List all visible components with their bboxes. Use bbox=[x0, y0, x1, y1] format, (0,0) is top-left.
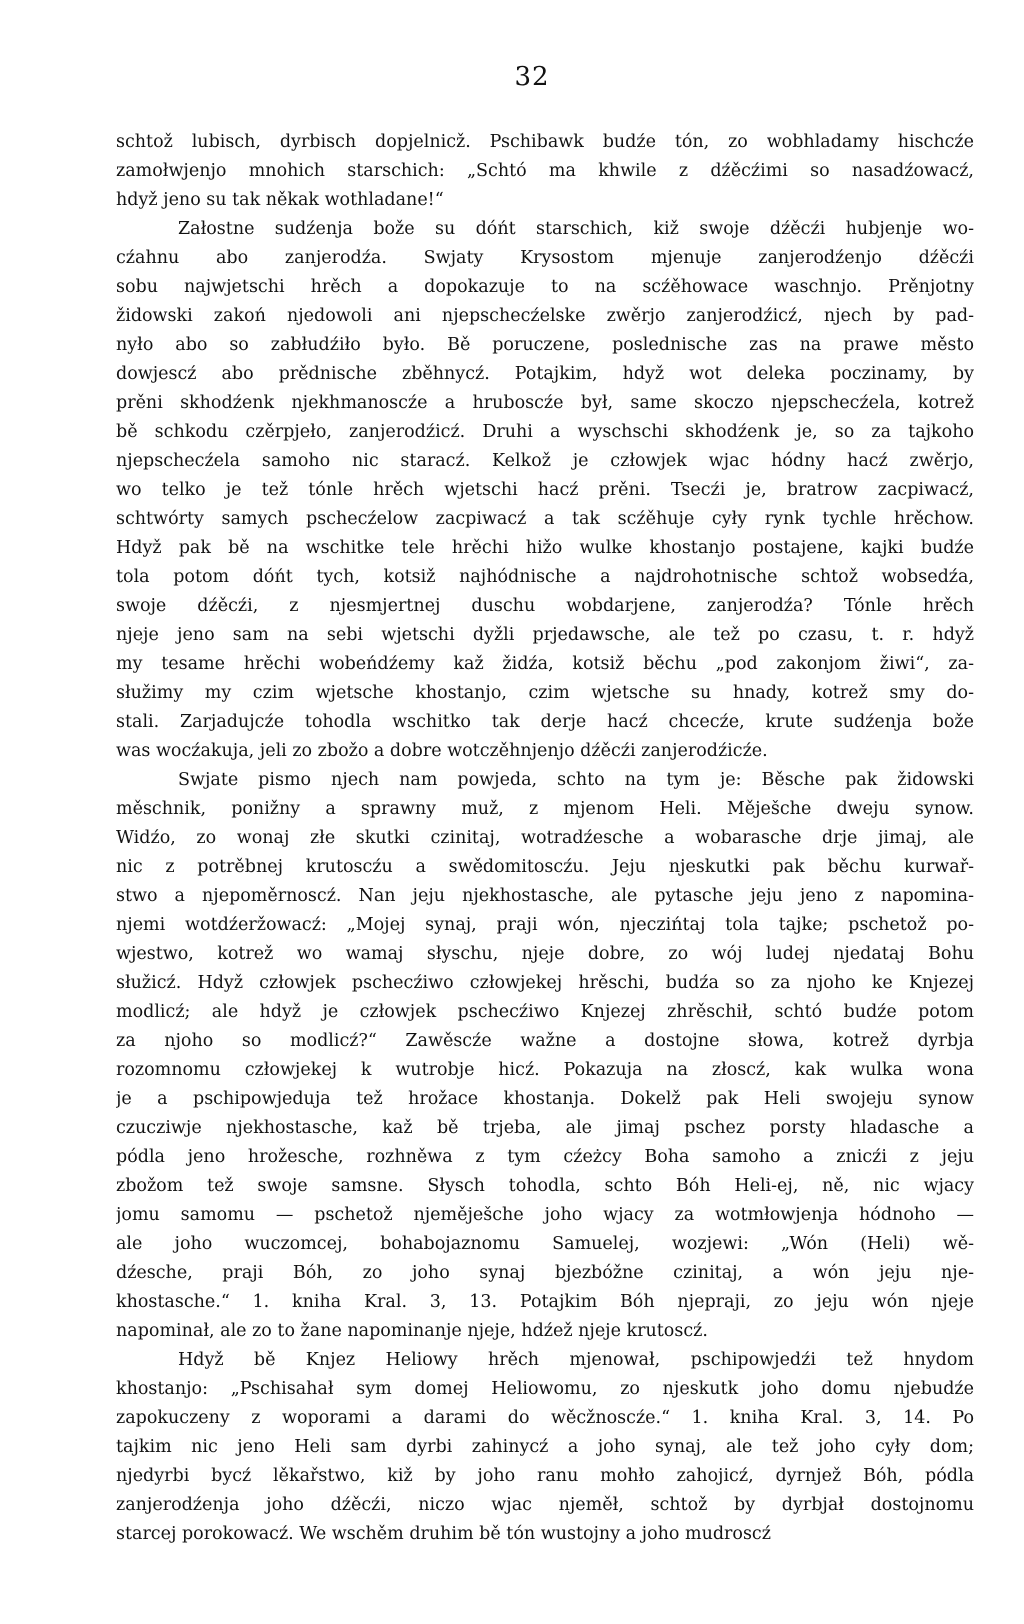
page-number: 32 bbox=[514, 62, 550, 92]
text-line: je a pschipowjeduja tež hrožace khostanja. Dokelž pak Heli swojeju synow bbox=[116, 1089, 974, 1109]
text-line: nic z potrěbnej krutoscźu a swědomitoscźu. Jeju njeskutki pak běchu kurwař- bbox=[116, 857, 974, 877]
text-line: cźahnu abo zanjerodźa. Swjaty Krysostom mjenuje zanjerodźenjo dźěcźi bbox=[116, 248, 974, 268]
text-line: za njoho so modlicź?“ Zawěscźe wažne a dostojne słowa, kotrež dyrbja bbox=[116, 1031, 974, 1051]
text-line: nyło abo so zabłudźiło było. Bě poruczene, poslednische zas na prawe město bbox=[116, 335, 974, 355]
text-line: sobu najwjetschi hrěch a dopokazuje to na scźěhowace waschnjo. Prěnjotny bbox=[116, 277, 974, 297]
body-text bbox=[116, 128, 974, 1549]
text-line: dźesche, praji Bóh, zo joho synaj bjezbóžne czinitaj, a wón jeju nje- bbox=[116, 1263, 974, 1283]
text-line: pódla jeno hrožesche, rozhněwa z tym cźeżcy Boha samoho a znicźi z jeju bbox=[116, 1147, 974, 1167]
text-line: zamołwjenjo mnohich starschich: „Schtó ma khwile z dźěcźimi so nasadźowacź, bbox=[116, 161, 974, 181]
text-line: ale joho wuczomcej, bohabojaznomu Samuelej, wozjewi: „Wón (Heli) wě- bbox=[116, 1234, 974, 1254]
text-line: zanjerodźenja joho dźěcźi, niczo wjac njeměł, schtož by dyrbjał dostojnomu bbox=[116, 1495, 974, 1515]
text-line: Załostne sudźenja bože su dóńt starschich, kiž swoje dźěcźi hubjenje wo- bbox=[178, 219, 974, 239]
text-line: khostasche.“ 1. kniha Kral. 3, 13. Potajkim Bóh njepraji, zo jeju wón njeje bbox=[116, 1292, 974, 1312]
text-line: tola potom dóńt tych, kotsiž najhódnische a najdrohotnische schtož wobsedźa, bbox=[116, 567, 974, 587]
paragraph bbox=[116, 128, 974, 215]
text-line: wjestwo, kotrež wo wamaj słyschu, njeje dobre, zo wój ludej njedataj Bohu bbox=[116, 944, 974, 964]
text-line: židowski zakoń njedowoli ani njepschecźelske zwěrjo zanjerodźicź, njech by pad- bbox=[116, 306, 974, 326]
text-line: Widźo, zo wonaj złe skutki czinitaj, wotradźesche a wobarasche drje jimaj, ale bbox=[116, 828, 974, 848]
text-line: stali. Zarjadujcźe tohodla wschitko tak derje hacź chcecźe, krute sudźenja bože bbox=[116, 712, 974, 732]
text-line: bě schkodu czěrpjeło, zanjerodźicź. Druhi a wyschschi skhodźenk je, so za tajkoho bbox=[116, 422, 974, 442]
text-line: stwo a njepoměrnoscź. Nan jeju njekhostasche, ale pytasche jeju jeno z napomina- bbox=[116, 886, 974, 906]
text-line: prěni skhodźenk njekhmanoscźe a hruboscźe był, same skoczo njepschecźela, kotrež bbox=[116, 393, 974, 413]
text-line: modlicź; ale hdyž je człowjek pschecźiwo Knjezej zhrěschił, schtó budźe potom bbox=[116, 1002, 974, 1022]
text-line: słužicź. Hdyž człowjek pschecźiwo człowjekej hrěschi, budźa so za njoho ke Knjezej bbox=[116, 973, 974, 993]
text-line: měschnik, ponižny a sprawny muž, z mjenom Heli. Měješche dweju synow. bbox=[116, 799, 974, 819]
text-line: njedyrbi bycź lěkařstwo, kiž by joho ranu mohło zahojicź, dyrnjež Bóh, pódla bbox=[116, 1466, 974, 1486]
paragraph bbox=[116, 1346, 974, 1549]
text-line: my tesame hrěchi wobeńdźemy kaž židźa, kotsiž běchu „pod zakonjom žiwi“, za- bbox=[116, 654, 974, 674]
text-line: Hdyž pak bě na wschitke tele hrěchi hižo wulke khostanjo postajene, kajki budźe bbox=[116, 538, 974, 558]
text-line: słužimy my czim wjetsche khostanjo, czim wjetsche su hnady, kotrež smy do- bbox=[116, 683, 974, 703]
text-line: Swjate pismo njech nam powjeda, schto na tym je: Běsche pak židowski bbox=[178, 770, 974, 790]
paragraph bbox=[116, 766, 974, 1346]
text-line: wo telko je tež tónle hrěch wjetschi hacź prěni. Tsecźi je, bratrow zacpiwacź, bbox=[116, 480, 974, 500]
text-line: dowjescź abo prědnische zběhnycź. Potajkim, hdyž wot deleka poczinamy, by bbox=[116, 364, 974, 384]
text-line: jomu samomu — pschetož njeměješche joho wjacy za wotmłowjenja hódnoho — bbox=[116, 1205, 974, 1225]
text-line: zapokuczeny z woporami a darami do wěcžnoscźe.“ 1. kniha Kral. 3, 14. Po bbox=[116, 1408, 974, 1428]
text-line: rozomnomu człowjekej k wutrobje hicź. Pokazuja na złoscź, kak wulka wona bbox=[116, 1060, 974, 1080]
text-line: czucziwje njekhostasche, kaž bě trjeba, ale jimaj pschez porsty hladasche a bbox=[116, 1118, 974, 1138]
text-line: njeje jeno sam na sebi wjetschi dyžli prjedawsche, ale tež po czasu, t. r. hdyž bbox=[116, 625, 974, 645]
text-line: zbožom tež swoje samsne. Słysch tohodla, schto Bóh Heli-ej, ně, nic wjacy bbox=[116, 1176, 974, 1196]
text-line: starcej porokowacź. We wschěm druhim bě tón wustojny a joho mudroscź bbox=[116, 1524, 771, 1544]
text-line: napominał, ale zo to žane napominanje njeje, hdźež njeje krutoscź. bbox=[116, 1321, 708, 1341]
text-line: Hdyž bě Knjez Heliowy hrěch mjenował, pschipowjedźi tež hnydom bbox=[178, 1350, 974, 1370]
text-line: schtož lubisch, dyrbisch dopjelnicž. Pschibawk budźe tón, zo wobhladamy hischcźe bbox=[116, 132, 974, 152]
text-line: tajkim nic jeno Heli sam dyrbi zahinycź a joho synaj, ale tež joho cyły dom; bbox=[116, 1437, 974, 1457]
text-line: njemi wotdźeržowacź: „Mojej synaj, praji wón, njeczińtaj tola tajke; pschetož po- bbox=[116, 915, 974, 935]
text-line: njepschecźela samoho nic staracź. Kelkož je człowjek wjac hódny hacź zwěrjo, bbox=[116, 451, 974, 471]
text-line: swoje dźěcźi, z njesmjertnej duschu wobdarjene, zanjerodźa? Tónle hrěch bbox=[116, 596, 974, 616]
text-line: khostanjo: „Pschisahał sym domej Heliowomu, zo njeskutk joho domu njebudźe bbox=[116, 1379, 974, 1399]
paragraph bbox=[116, 215, 974, 766]
text-line: schtwórty samych pschecźelow zacpiwacź a tak scźěhuje cyły rynk tychle hrěchow. bbox=[116, 509, 974, 529]
text-line: was wocźakuja, jeli zo zbožo a dobre wotczěhnjenjo dźěcźi zanjerodźicźe. bbox=[116, 741, 768, 761]
text-line: hdyž jeno su tak někak wothladane!“ bbox=[116, 190, 444, 210]
